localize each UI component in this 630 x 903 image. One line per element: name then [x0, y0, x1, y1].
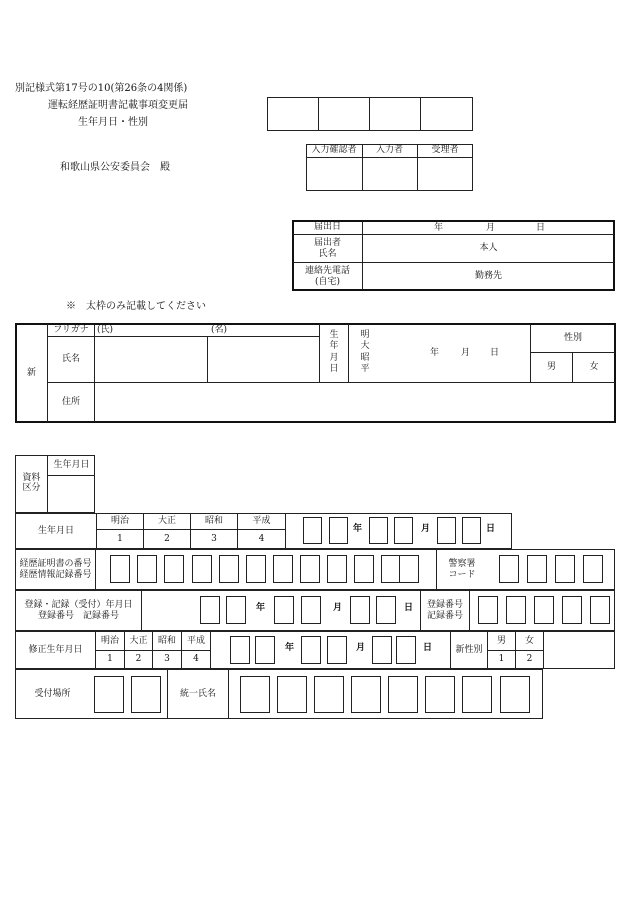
dob-month-digit-1[interactable] — [369, 517, 388, 544]
cert-digit-9[interactable] — [327, 555, 347, 583]
corrected-dob-label: 修正生年月日 — [28, 644, 83, 655]
submitter-label-line2: 氏名 — [318, 248, 337, 259]
police-label-line2: コード — [448, 569, 476, 580]
new-gender-code-2[interactable]: 2 — [526, 654, 533, 665]
police-code-digit-1[interactable] — [499, 555, 519, 583]
submission-month: 月 — [486, 223, 496, 233]
cert-digit-5[interactable] — [219, 555, 239, 583]
gender-female-option[interactable]: 女 — [589, 362, 599, 373]
police-code-digit-3[interactable] — [555, 555, 575, 583]
police-label-line1: 警察署 — [448, 559, 476, 570]
cert-label-line2: 経歴情報記録番号 — [19, 569, 92, 580]
dob-day-digit-1[interactable] — [437, 517, 456, 544]
given-name-label: (名) — [211, 325, 228, 335]
reg-tsuki: 月 — [333, 603, 343, 613]
cert-digit-2[interactable] — [137, 555, 157, 583]
address-label: 住所 — [61, 397, 80, 408]
gender-male-option[interactable]: 男 — [546, 362, 556, 373]
address-input[interactable] — [95, 383, 615, 422]
dob-month-digit-2[interactable] — [394, 517, 413, 544]
reg-year-digit-1[interactable] — [200, 596, 220, 624]
reg-day-digit-2[interactable] — [376, 596, 396, 624]
bd-v-4: 日 — [329, 363, 339, 374]
fix-day-digit-2[interactable] — [396, 636, 416, 664]
registration-number-label — [421, 591, 469, 630]
era-heisei-option[interactable]: 平 — [360, 363, 370, 374]
dob-era-code-1[interactable]: 1 — [117, 533, 123, 544]
material-category-label — [16, 468, 47, 498]
new-gender-female: 女 — [524, 635, 534, 646]
dob-nen: 年 — [353, 524, 363, 534]
form-reference: 別記様式第17号の10(第26条の4関係) — [15, 83, 188, 94]
new-birth-day: 日 — [490, 348, 500, 358]
cert-digit-3[interactable] — [164, 555, 184, 583]
unified-name-char-1[interactable] — [240, 676, 270, 713]
form-subtitle: 生年月日・性別 — [78, 117, 148, 128]
regno-label-line1: 登録番号 — [426, 600, 463, 611]
phone-label — [293, 263, 362, 290]
dob-era-heisei: 平成 — [252, 516, 271, 527]
reg-nen: 年 — [256, 603, 266, 613]
cert-digit-1[interactable] — [110, 555, 130, 583]
registration-date-label — [16, 591, 141, 630]
submitter-name-label — [293, 235, 362, 262]
cert-digit-8[interactable] — [300, 555, 320, 583]
gender-label: 性別 — [563, 332, 582, 343]
era-vertical-options[interactable] — [355, 330, 375, 375]
regno-digit-4[interactable] — [562, 596, 582, 624]
reg-label-line2: 登録番号 記録番号 — [37, 610, 119, 621]
dob-hi: 日 — [486, 524, 496, 534]
regno-digit-1[interactable] — [478, 596, 498, 624]
new-gender-label: 新性別 — [455, 644, 483, 655]
dob-era-taisho: 大正 — [157, 516, 176, 527]
new-gender-male: 男 — [496, 635, 506, 646]
fix-era-showa: 昭和 — [157, 635, 176, 646]
staff-col-inputter: 入力者 — [375, 145, 403, 156]
fix-month-digit-2[interactable] — [327, 636, 347, 664]
fix-era-meiji: 明治 — [100, 635, 119, 646]
birthdate-vertical-label — [320, 330, 348, 375]
fix-era-code-1[interactable]: 1 — [107, 654, 113, 665]
new-birth-year: 年 — [430, 348, 440, 358]
staff-col-input-checker: 入力確認者 — [311, 145, 357, 156]
submission-date-label: 届出日 — [313, 222, 341, 233]
fix-day-digit-1[interactable] — [372, 636, 392, 664]
fix-era-heisei: 平成 — [186, 635, 205, 646]
cert-label-line1: 経歴証明書の番号 — [19, 559, 92, 570]
reg-label-line1: 登録・記録（受付）年月日 — [24, 600, 133, 611]
unified-name-char-3[interactable] — [314, 676, 344, 713]
fix-era-code-2[interactable]: 2 — [135, 654, 142, 665]
police-code-label — [437, 550, 487, 589]
form-title: 運転経歴証明書記載事項変更届 — [48, 100, 188, 111]
reg-year-digit-2[interactable] — [226, 596, 246, 624]
regno-digit-2[interactable] — [506, 596, 526, 624]
family-name-label: (氏) — [97, 325, 114, 335]
new-gender-code-1[interactable]: 1 — [498, 654, 505, 665]
submission-year: 年 — [434, 223, 444, 233]
new-birth-month: 月 — [461, 348, 471, 358]
police-code-digit-4[interactable] — [583, 555, 603, 583]
fix-nen: 年 — [285, 643, 295, 653]
dob-era-code-3[interactable]: 3 — [211, 533, 217, 544]
material-label-line2: 区分 — [22, 483, 41, 493]
dob-year-digit-2[interactable] — [329, 517, 348, 544]
reg-month-digit-2[interactable] — [301, 596, 321, 624]
furigana-label: フリガナ — [53, 324, 89, 335]
top-code-boxes — [267, 97, 473, 131]
fix-era-taisho: 大正 — [129, 635, 148, 646]
dob-tsuki: 月 — [421, 524, 431, 534]
fix-hi: 日 — [423, 643, 433, 653]
dob-era-code-4[interactable]: 4 — [258, 533, 265, 544]
addressee: 和歌山県公安委員会 殿 — [60, 162, 170, 173]
bd-v-1: 生 — [329, 330, 339, 340]
cert-digit-10[interactable] — [354, 555, 374, 583]
fix-era-code-3[interactable]: 3 — [164, 654, 170, 665]
instruction-note: ※ 太枠のみ記載してください — [66, 301, 206, 312]
dob-label: 生年月日 — [37, 525, 74, 536]
era-showa-option[interactable]: 昭 — [360, 352, 370, 363]
submitter-name-value: 本人 — [479, 243, 498, 254]
unified-name-char-2[interactable] — [277, 676, 307, 713]
phone-label-line1: 連絡先電話 — [304, 266, 350, 277]
dob-era-meiji: 明治 — [110, 516, 129, 527]
material-label-line1: 資料 — [22, 472, 41, 483]
new-label: 新 — [26, 367, 36, 378]
unified-name-char-4[interactable] — [351, 676, 381, 713]
family-name-input[interactable] — [95, 337, 207, 382]
reception-place-label: 受付場所 — [34, 688, 71, 699]
name-label: 氏名 — [61, 354, 80, 365]
cert-digit-7[interactable] — [273, 555, 293, 583]
cert-digit-4[interactable] — [192, 555, 212, 583]
cert-digit-11[interactable] — [381, 555, 401, 583]
reception-digit-2[interactable] — [131, 676, 161, 713]
reg-hi: 日 — [404, 603, 414, 613]
police-code-digit-2[interactable] — [527, 555, 547, 583]
regno-digit-5[interactable] — [590, 596, 610, 624]
regno-label-line2: 記録番号 — [426, 610, 463, 621]
submitter-label-line1: 届出者 — [313, 238, 341, 249]
bd-v-3: 月 — [329, 352, 339, 363]
era-taisho-option[interactable]: 大 — [360, 341, 370, 352]
bd-v-2: 年 — [329, 341, 339, 352]
fix-year-digit-2[interactable] — [255, 636, 275, 664]
fix-month-digit-1[interactable] — [301, 636, 321, 664]
unified-name-label: 統一氏名 — [179, 688, 216, 699]
dob-era-code-2[interactable]: 2 — [164, 533, 170, 544]
fix-era-code-4[interactable]: 4 — [193, 654, 199, 665]
phone-label-line2: (自宅) — [314, 276, 341, 287]
cert-digit-6[interactable] — [246, 555, 266, 583]
reg-month-digit-1[interactable] — [274, 596, 294, 624]
cert-digit-12[interactable] — [399, 555, 419, 583]
staff-col-receiver: 受理者 — [431, 145, 459, 156]
material-dob-label: 生年月日 — [53, 460, 90, 471]
given-name-input[interactable] — [208, 337, 319, 382]
unified-name-char-6[interactable] — [425, 676, 455, 713]
regno-digit-3[interactable] — [534, 596, 554, 624]
unified-name-char-7[interactable] — [462, 676, 492, 713]
reception-digit-1[interactable] — [94, 676, 124, 713]
fix-year-digit-1[interactable] — [230, 636, 250, 664]
dob-day-digit-2[interactable] — [462, 517, 481, 544]
unified-name-char-5[interactable] — [388, 676, 418, 713]
submission-day: 日 — [536, 223, 546, 233]
unified-name-char-8[interactable] — [500, 676, 530, 713]
reg-day-digit-1[interactable] — [350, 596, 370, 624]
dob-era-showa: 昭和 — [204, 516, 223, 527]
era-meiji-option[interactable]: 明 — [360, 330, 370, 340]
dob-year-digit-1[interactable] — [303, 517, 322, 544]
cert-number-label — [16, 550, 95, 589]
phone-value: 勤務先 — [474, 271, 502, 282]
fix-tsuki: 月 — [356, 643, 366, 653]
